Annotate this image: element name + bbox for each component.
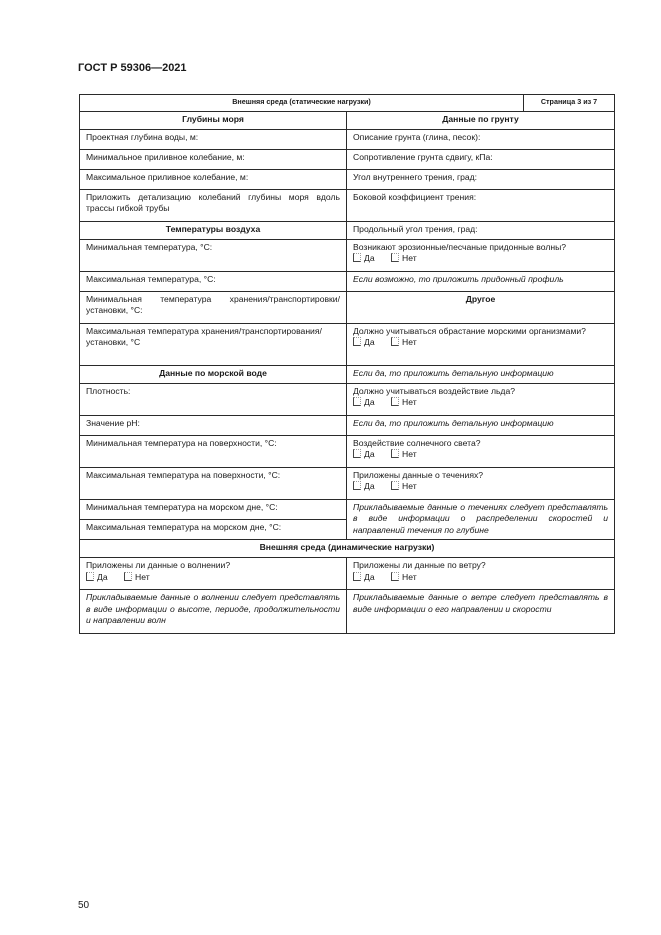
yes-label: Да [364,337,375,348]
table-row [80,540,615,558]
sun-yes-no [353,449,608,460]
ice-question: Должно учитываться воздействие льда? [353,386,516,396]
fouling-note: Если да, то приложить детальную информацию [347,366,615,384]
current-note: Прикладываемые данные о течениях следует представлять в виде информации о распределении скоростей и направлений течения по глубине [347,500,615,540]
table-row [80,292,615,324]
wave-yes-no [86,572,340,583]
design-depth-field[interactable]: Проектная глубина воды, м: [80,130,347,150]
min-surface-temp-field[interactable]: Минимальная температура на поверхности, °С: [80,436,347,468]
wind-yes-no [353,572,608,583]
max-tidal-field[interactable]: Максимальное приливное колебание, м: [80,170,347,190]
erosion-yes-no [353,253,608,264]
sun-yes-checkbox[interactable] [353,449,361,458]
sun-question: Воздействие солнечного света? [353,438,481,448]
max-surface-temp-field[interactable]: Максимальная температура на поверхности, °С: [80,468,347,500]
fouling-question-cell [347,324,615,366]
min-bottom-temp-field[interactable]: Минимальная температура на морском дне, °С: [80,500,347,520]
ice-no-checkbox[interactable] [391,397,399,406]
sun-no-checkbox[interactable] [391,449,399,458]
lateral-coeff-field[interactable]: Боковой коэффициент трения: [347,190,615,222]
min-air-temp-field[interactable]: Минимальная температура, °С: [80,240,347,272]
wave-question-cell [80,558,347,590]
current-question-cell [347,468,615,500]
yes-label: Да [364,571,375,582]
no-label: Нет [402,253,417,264]
min-tidal-field[interactable]: Минимальное приливное колебание, м: [80,150,347,170]
max-storage-temp-field[interactable]: Максимальная температура хранения/транспортирования/установки, °С [80,324,347,366]
table-row [80,130,615,150]
page-number: 50 [78,900,90,911]
table-title: Внешняя среда (статические нагрузки) [80,95,524,112]
requirements-form-table [79,94,615,634]
erosion-no-checkbox[interactable] [391,253,399,262]
no-label: Нет [135,571,150,582]
table-row [80,272,615,292]
max-bottom-temp-field[interactable]: Максимальная температура на морском дне, °С: [80,520,347,540]
table-row [80,150,615,170]
fouling-yes-no [353,337,608,348]
axial-angle-field[interactable]: Продольный угол трения, град: [347,222,615,240]
sea-water-heading: Данные по морской воде [80,366,347,384]
yes-label: Да [364,481,375,492]
wind-question: Приложены ли данные по ветру? [353,560,486,571]
fouling-question: Должно учитываться обрастание морскими организмами? [353,326,586,336]
dynamic-loads-heading: Внешняя среда (динамические нагрузки) [80,540,615,558]
wind-question-cell [347,558,615,590]
air-temp-heading: Температуры воздуха [80,222,347,240]
wave-note: Прикладываемые данные о волнении следует представлять в виде информации о высоте, периоде, продолжительности и направлении волн [80,590,347,634]
table-row [80,436,615,468]
erosion-note: Если возможно, то приложить придонный профиль [347,272,615,292]
section-heading-row [80,112,615,130]
wind-yes-checkbox[interactable] [353,572,361,581]
erosion-question-cell [347,240,615,272]
ice-yes-no [353,397,608,408]
document-code: ГОСТ Р 59306—2021 [78,62,187,74]
depth-detail-field[interactable]: Приложить детализацию колебаний глубины моря вдоль трассы гибкой трубы [80,190,347,222]
current-question: Приложены данные о течениях? [353,470,484,480]
table-row [80,240,615,272]
wave-yes-checkbox[interactable] [86,572,94,581]
erosion-yes-checkbox[interactable] [353,253,361,262]
erosion-question: Возникают эрозионные/песчаные придонные волны? [353,242,567,252]
other-heading: Другое [347,292,615,324]
fouling-no-checkbox[interactable] [391,337,399,346]
wind-no-checkbox[interactable] [391,572,399,581]
sun-question-cell [347,436,615,468]
page-of-label: Страница 3 из 7 [524,95,615,112]
wind-note: Прикладываемые данные о ветре следует представлять в виде информации о его направлении и скорости [347,590,615,634]
wave-no-checkbox[interactable] [124,572,132,581]
table-row [80,190,615,222]
density-field[interactable]: Плотность: [80,384,347,416]
no-label: Нет [402,397,417,408]
no-label: Нет [402,337,417,348]
fouling-yes-checkbox[interactable] [353,337,361,346]
no-label: Нет [402,571,417,582]
table-row [80,366,615,384]
table-row [80,558,615,590]
friction-angle-field[interactable]: Угол внутреннего трения, град: [347,170,615,190]
table-row [80,590,615,634]
sea-depths-heading: Глубины моря [80,112,347,130]
ice-note: Если да, то приложить детальную информацию [347,416,615,436]
yes-label: Да [364,397,375,408]
table-row [80,324,615,366]
current-no-checkbox[interactable] [391,481,399,490]
max-air-temp-field[interactable]: Максимальная температура, °С: [80,272,347,292]
no-label: Нет [402,481,417,492]
yes-label: Да [364,449,375,460]
table-row [80,384,615,416]
soil-description-field[interactable]: Описание грунта (глина, песок): [347,130,615,150]
current-yes-checkbox[interactable] [353,481,361,490]
ice-yes-checkbox[interactable] [353,397,361,406]
wave-question: Приложены ли данные о волнении? [86,560,231,571]
ph-field[interactable]: Значение pH: [80,416,347,436]
no-label: Нет [402,449,417,460]
shear-resistance-field[interactable]: Сопротивление грунта сдвигу, кПа: [347,150,615,170]
table-row [80,500,615,520]
yes-label: Да [97,571,108,582]
ice-question-cell [347,384,615,416]
current-yes-no [353,481,608,492]
table-row [80,170,615,190]
table-title-row [80,95,615,112]
table-row [80,222,615,240]
yes-label: Да [364,253,375,264]
table-row [80,416,615,436]
min-storage-temp-field[interactable]: Минимальная температура хранения/транспортировки/установки, °С: [80,292,347,324]
soil-heading: Данные по грунту [347,112,615,130]
table-row [80,468,615,500]
